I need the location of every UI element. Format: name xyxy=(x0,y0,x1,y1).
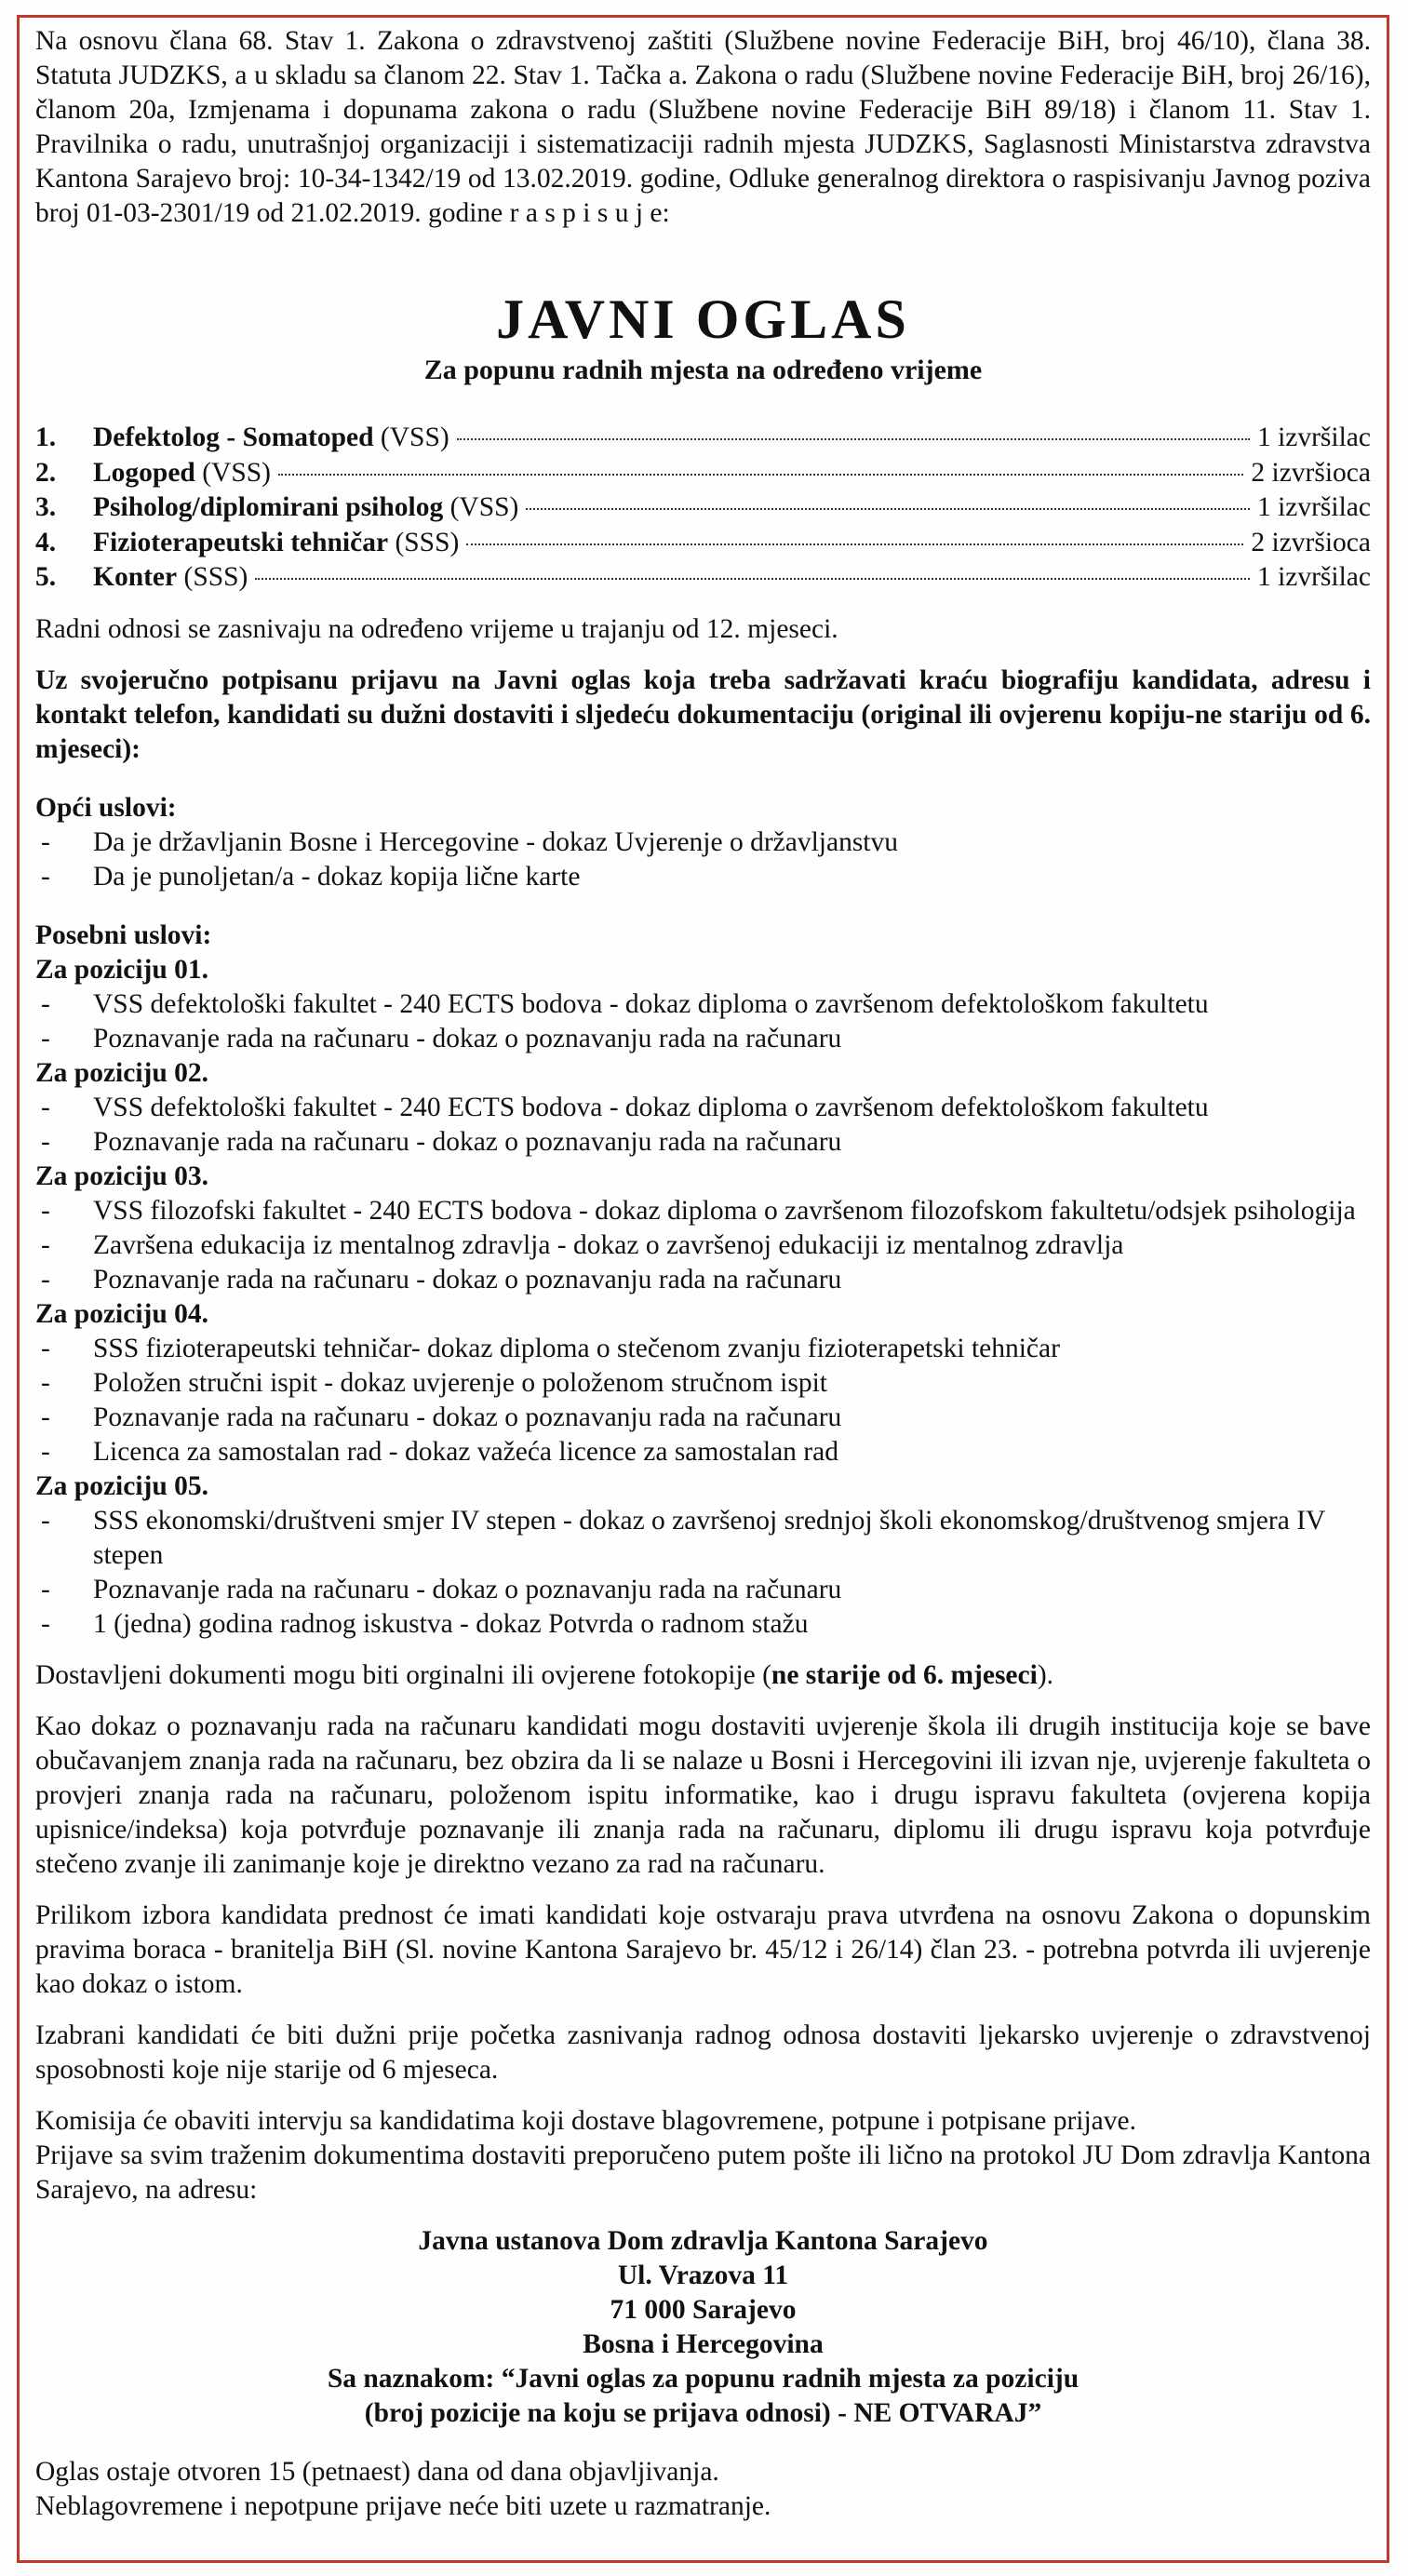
position-count: 1 izvršilac xyxy=(1256,423,1371,452)
medical-text: Izabrani kandidati će biti dužni prije početka zasnivanja radnog odnosa dostaviti ljekarsko uvjerenje o zdravstvenoj sposobnosti koje nije starije od 6 mjeseca. xyxy=(35,2019,1371,2085)
condition-item: - Poznavanje rada na računaru - dokaz o poznavanju rada na računaru xyxy=(41,1402,842,1432)
position-name: Logoped xyxy=(93,457,195,488)
position-heading: Za poziciju 05. xyxy=(35,1470,209,1501)
position-name: Fizioterapeutski tehničar xyxy=(93,527,389,557)
ad-subtitle: Za popunu radnih mjesta na određeno vrijeme xyxy=(423,355,983,385)
leader-dots xyxy=(457,438,1250,440)
position-level: (SSS) xyxy=(388,527,460,557)
condition-item: - SSS ekonomski/društveni smjer IV stepen - dokaz o završenoj srednjoj školi ekonomskog/društvenog smjera IV stepen xyxy=(41,1505,1325,1570)
condition-item: - VSS filozofski fakultet - 240 ECTS bodova - dokaz diploma o završenom filozofskom fakultetu/odsjek psihologija xyxy=(41,1195,1356,1226)
duration-text: Radni odnosi se zasnivaju na određeno vrijeme u trajanju od 12. mjeseci. xyxy=(35,613,838,644)
documents-note: Dostavljeni dokumenti mogu biti orginalni ili ovjerene fotokopije (ne starije od 6. mjeseci). xyxy=(35,1659,1054,1690)
position-row xyxy=(35,421,1371,456)
ad-content xyxy=(35,24,1371,2524)
position-heading: Za poziciju 03. xyxy=(35,1161,209,1191)
computer-proof-text: Kao dokaz o poznavanju rada na računaru kandidati mogu dostaviti uvjerenje škola ili drugih institucija koje se bave obučavanjem znanja rada na računaru, bez obzira da li se nalaze u Bosni i Hercegovini ili izvan nje, uvjerenje fakulteta o provjeri znanja rada na računaru, položenom ispitu informatike, kao i drugu ispravu fakulteta (ovjerena kopija upisnice/indeksa) koja potvrđuje poznavanje ili znanja rada na računaru, diplomu ili drugu ispravu koja potvrđuje stečeno zvanje ili zanimanje koje je direktno vezano za rad na računaru. xyxy=(35,1711,1371,1879)
condition-item: - VSS defektološki fakultet - 240 ECTS bodova - dokaz diploma o završenom defektološkom fakultetu xyxy=(41,1092,1209,1122)
positions-list xyxy=(35,421,1371,596)
position-heading: Za poziciju 04. xyxy=(35,1298,209,1329)
leader-dots xyxy=(466,543,1243,545)
position-level: (SSS) xyxy=(177,562,248,592)
documentation-text: Uz svojeručno potpisanu prijavu na Javni oglas koja treba sadržavati kraću biografiju kandidata, adresu i kontakt telefon, kandidati su dužni dostaviti i sljedeću dokumentaciju (original ili ovjerenu kopiju-ne stariju od 6. mjeseci): xyxy=(35,664,1371,764)
intro-paragraph: Na osnovu člana 68. Stav 1. Zakona o zdravstvenoj zaštiti (Službene novine Federacije BiH, broj 46/10), člana 38. Statuta JUDZKS, a u skladu sa članom 22. Stav 1. Tačka a. Zakona o radu (Službene novine Federacije BiH, broj 26/16), članom 20a, Izmjenama i dopunama zakona o radu (Službene novine Federacije BiH 89/18) i članom 11. Stav 1. Pravilnika o radu, unutrašnjoj organizaciji i sistematizaciji radnih mjesta JUDZKS, Saglasnosti Ministarstva zdravstva Kantona Sarajevo broj: 10-34-1342/19 od 13.02.2019. godine, Odluke generalnog direktora o raspisivanju Javnog poziva broj 01-03-2301/19 od 21.02.2019. godine r a s p i s u j e: xyxy=(35,26,1371,228)
condition-item: - SSS fizioterapeutski tehničar- dokaz diploma o stečenom zvanju fizioterapetski tehničar xyxy=(41,1333,1060,1363)
position-name: Konter xyxy=(93,562,178,592)
condition-item: - Da je državljanin Bosne i Hercegovine - dokaz Uvjerenje o državljanstvu xyxy=(41,826,899,857)
interview-text: Komisija će obaviti intervju sa kandidatima koji dostave blagovremene, potpune i potpisane prijave. xyxy=(35,2105,1136,2136)
position-row xyxy=(35,456,1371,491)
condition-item: - 1 (jedna) godina radnog iskustva - dokaz Potvrda o radnom stažu xyxy=(41,1608,809,1639)
position-level: (VSS) xyxy=(194,457,271,488)
condition-item: - Da je punoljetan/a - dokaz kopija lične karte xyxy=(41,861,581,892)
incomplete-text: Neblagovremene i nepotpune prijave neće biti uzete u razmatranje. xyxy=(35,2490,771,2521)
condition-item: - Poznavanje rada na računaru - dokaz o poznavanju rada na računaru xyxy=(41,1126,842,1157)
position-name: Defektolog - Somatoped xyxy=(93,423,374,452)
special-conditions-heading: Posebni uslovi: xyxy=(35,919,212,950)
submission-text: Prijave sa svim traženim dokumentima dostaviti preporučeno putem pošte ili lično na protokol JU Dom zdravlja Kantona Sarajevo, na adresu: xyxy=(35,2140,1371,2205)
position-row xyxy=(35,526,1371,561)
position-heading: Za poziciju 02. xyxy=(35,1057,209,1088)
address-line: Bosna i Hercegovina xyxy=(583,2328,824,2359)
position-number: 1. xyxy=(35,423,57,452)
condition-item: - Poznavanje rada na računaru - dokaz o poznavanju rada na računaru xyxy=(41,1264,842,1295)
condition-item: - Završena edukacija iz mentalnog zdravlja - dokaz o završenoj edukaciji iz mentalnog zdravlja xyxy=(41,1229,1124,1260)
address-line: Ul. Vrazova 11 xyxy=(617,2260,789,2290)
leader-dots xyxy=(278,474,1243,476)
position-number: 5. xyxy=(35,562,57,592)
position-number: 4. xyxy=(35,527,57,557)
position-number: 3. xyxy=(35,492,57,522)
condition-item: - Licenca za samostalan rad - dokaz važeća licence za samostalan rad xyxy=(41,1436,838,1467)
position-count: 1 izvršilac xyxy=(1256,562,1371,592)
condition-item: - Poznavanje rada na računaru - dokaz o poznavanju rada na računaru xyxy=(41,1023,842,1053)
position-name: Psiholog/diplomirani psiholog xyxy=(93,492,444,522)
position-number: 2. xyxy=(35,457,57,488)
position-heading: Za poziciju 01. xyxy=(35,954,209,985)
open-period-text: Oglas ostaje otvoren 15 (petnaest) dana od dana objavljivanja. xyxy=(35,2456,719,2487)
condition-item: - Poznavanje rada na računaru - dokaz o poznavanju rada na računaru xyxy=(41,1574,842,1604)
address-line: Javna ustanova Dom zdravlja Kantona Sarajevo xyxy=(418,2225,988,2256)
address-line: Sa naznakom: “Javni oglas za popunu radnih mjesta za poziciju xyxy=(327,2363,1079,2394)
leader-dots xyxy=(526,508,1250,510)
leader-dots xyxy=(255,578,1250,580)
ad-title: JAVNI OGLAS xyxy=(496,288,910,350)
general-conditions-heading: Opći uslovi: xyxy=(35,792,177,823)
condition-item: - Položen stručni ispit - dokaz uvjerenje o položenom stručnom ispit xyxy=(41,1367,827,1398)
position-row xyxy=(35,560,1371,596)
priority-text: Prilikom izbora kandidata prednost će imati kandidati koje ostvaraju prava utvrđena na osnovu Zakona o dopunskim pravima boraca - branitelja BiH (Sl. novine Kantona Sarajevo br. 45/12 i 26/14) član 23. - potrebna potvrda ili uvjerenje kao dokaz o istom. xyxy=(35,1899,1371,1999)
position-level: (VSS) xyxy=(443,492,519,522)
condition-item: - VSS defektološki fakultet - 240 ECTS bodova - dokaz diploma o završenom defektološkom fakultetu xyxy=(41,988,1209,1019)
address-line: 71 000 Sarajevo xyxy=(610,2294,797,2325)
position-count: 1 izvršilac xyxy=(1256,492,1371,522)
position-count: 2 izvršioca xyxy=(1251,527,1371,557)
position-level: (VSS) xyxy=(373,423,449,452)
address-line: (broj pozicije na koju se prijava odnosi) - NE OTVARAJ” xyxy=(364,2397,1042,2428)
position-count: 2 izvršioca xyxy=(1251,457,1371,488)
position-row xyxy=(35,490,1371,526)
